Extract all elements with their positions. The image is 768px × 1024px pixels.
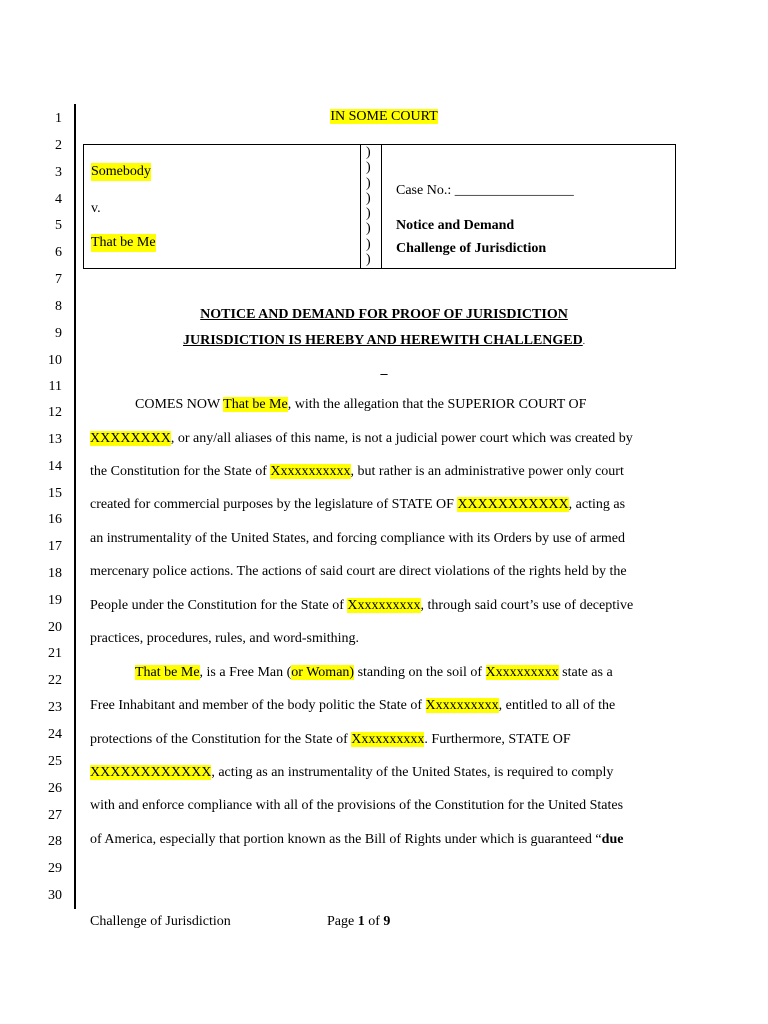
placeholder-text: Xxxxxxxxxx [425, 698, 499, 713]
heading-line-2-tail: . [582, 336, 585, 346]
caption-divider [360, 145, 361, 268]
placeholder-text: XXXXXXXXXXXX [90, 765, 212, 780]
line-number: 28 [48, 834, 62, 849]
text: , or any/all aliases of this name, is not a judicial power court which was created by [170, 431, 633, 446]
line-numbers [0, 0, 70, 1024]
text: , through said court’s use of deceptive [420, 598, 634, 613]
defendant-name: That be Me [91, 235, 156, 250]
line-number: 8 [55, 299, 62, 314]
line-number: 30 [48, 888, 62, 903]
paren: ) [366, 221, 371, 237]
line-number: 23 [48, 700, 62, 715]
text: protections of the Constitution for the State of [90, 732, 352, 747]
text: Page [327, 914, 358, 929]
line-number: 20 [48, 620, 62, 635]
placeholder-text: or Woman) [291, 665, 355, 680]
line-number: 27 [48, 808, 62, 823]
text: created for commercial purposes by the legislature of STATE OF [90, 497, 458, 512]
page-current: 1 [357, 914, 365, 929]
body-line-15 [90, 496, 625, 514]
body-line-12 [135, 396, 586, 414]
line-number: 14 [48, 459, 62, 474]
line-number: 1 [55, 111, 62, 126]
paren: ) [366, 160, 371, 176]
text: , is a Free Man ( [199, 665, 292, 680]
body-line-20 [135, 664, 613, 682]
placeholder-text: Xxxxxxxxxx [485, 665, 559, 680]
line-number: 7 [55, 272, 62, 287]
text: of [364, 914, 384, 929]
party-name: That be Me [223, 397, 288, 412]
heading-line-2-text: JURISDICTION IS HEREBY AND HEREWITH CHALLENGED [183, 333, 583, 348]
case-number: Case No.: _________________ [396, 183, 574, 198]
body-line-22 [90, 731, 571, 749]
placeholder-text: XXXXXXXXXXX [457, 497, 569, 512]
paren: ) [366, 175, 371, 191]
line-number: 18 [48, 566, 62, 581]
caption-parens [366, 145, 376, 267]
line-number: 29 [48, 861, 62, 876]
case-caption [83, 144, 676, 269]
line-number: 2 [55, 138, 62, 153]
line-number: 19 [48, 593, 62, 608]
margin-rule [74, 104, 76, 909]
line-number: 13 [48, 432, 62, 447]
body-line-21 [90, 697, 615, 715]
line-number: 22 [48, 673, 62, 688]
text: due [601, 832, 624, 847]
placeholder-text: Xxxxxxxxxxx [270, 464, 351, 479]
document-title-1: Notice and Demand [396, 218, 515, 233]
paren: ) [366, 190, 371, 206]
text: People under the Constitution for the State of [90, 598, 348, 613]
placeholder-text: Xxxxxxxxxx [347, 598, 421, 613]
line-number: 9 [55, 326, 62, 341]
heading-line-2 [0, 332, 768, 350]
body-line-14 [90, 463, 624, 481]
heading-line-3: _ [380, 362, 388, 377]
line-number: 25 [48, 754, 62, 769]
text: state as a [558, 665, 613, 680]
caption-divider [381, 145, 382, 268]
text: , acting as an instrumentality of the United States, is required to comply [211, 765, 614, 780]
text: , entitled to all of the [498, 698, 616, 713]
line-number: 5 [55, 218, 62, 233]
document-title-2: Challenge of Jurisdiction [396, 241, 547, 256]
body-line-16: an instrumentality of the United States, and forcing compliance with its Orders by use of armed [90, 531, 625, 546]
body-line-19: practices, procedures, rules, and word-smithing. [90, 631, 360, 646]
line-number: 11 [48, 379, 62, 394]
line-number: 10 [48, 353, 62, 368]
footer-title: Challenge of Jurisdiction [90, 914, 231, 929]
text: . Furthermore, STATE OF [424, 732, 571, 747]
text: the Constitution for the State of [90, 464, 271, 479]
line-number: 21 [48, 646, 62, 661]
court-name-text: IN SOME COURT [330, 109, 438, 124]
text: COMES NOW [135, 397, 224, 412]
line-number: 12 [48, 405, 62, 420]
line-number: 15 [48, 486, 62, 501]
line-number: 3 [55, 165, 62, 180]
footer-page-number [327, 913, 390, 931]
heading-line-1: NOTICE AND DEMAND FOR PROOF OF JURISDICTION [200, 307, 568, 322]
body-line-24: with and enforce compliance with all of the provisions of the Constitution for the United States [90, 798, 624, 813]
body-line-13 [90, 430, 633, 448]
plaintiff-name: Somebody [91, 164, 151, 179]
line-number: 4 [55, 192, 62, 207]
body-line-25 [90, 831, 623, 849]
paren: ) [366, 252, 371, 268]
party-name: That be Me [135, 665, 200, 680]
text: Free Inhabitant and member of the body politic the State of [90, 698, 426, 713]
text: , acting as [568, 497, 626, 512]
paren: ) [366, 145, 371, 160]
text: standing on the soil of [354, 665, 486, 680]
body-line-18 [90, 597, 633, 615]
line-number: 16 [48, 512, 62, 527]
text: , but rather is an administrative power only court [350, 464, 624, 479]
court-name [0, 108, 768, 126]
line-number: 24 [48, 727, 62, 742]
text: , with the allegation that the SUPERIOR COURT OF [287, 397, 587, 412]
placeholder-text: XXXXXXXX [90, 431, 171, 446]
text: of America, especially that portion known as the Bill of Rights under which is guaranteed “ [90, 832, 602, 847]
paren: ) [366, 236, 371, 252]
paren: ) [366, 206, 371, 222]
body-line-23 [90, 764, 613, 782]
page-total: 9 [383, 914, 391, 929]
line-number: 26 [48, 781, 62, 796]
line-number: 6 [55, 245, 62, 260]
placeholder-text: Xxxxxxxxxx [351, 732, 425, 747]
versus-text: v. [91, 201, 101, 216]
line-number: 17 [48, 539, 62, 554]
body-line-17: mercenary police actions. The actions of said court are direct violations of the rights held by the [90, 564, 627, 579]
